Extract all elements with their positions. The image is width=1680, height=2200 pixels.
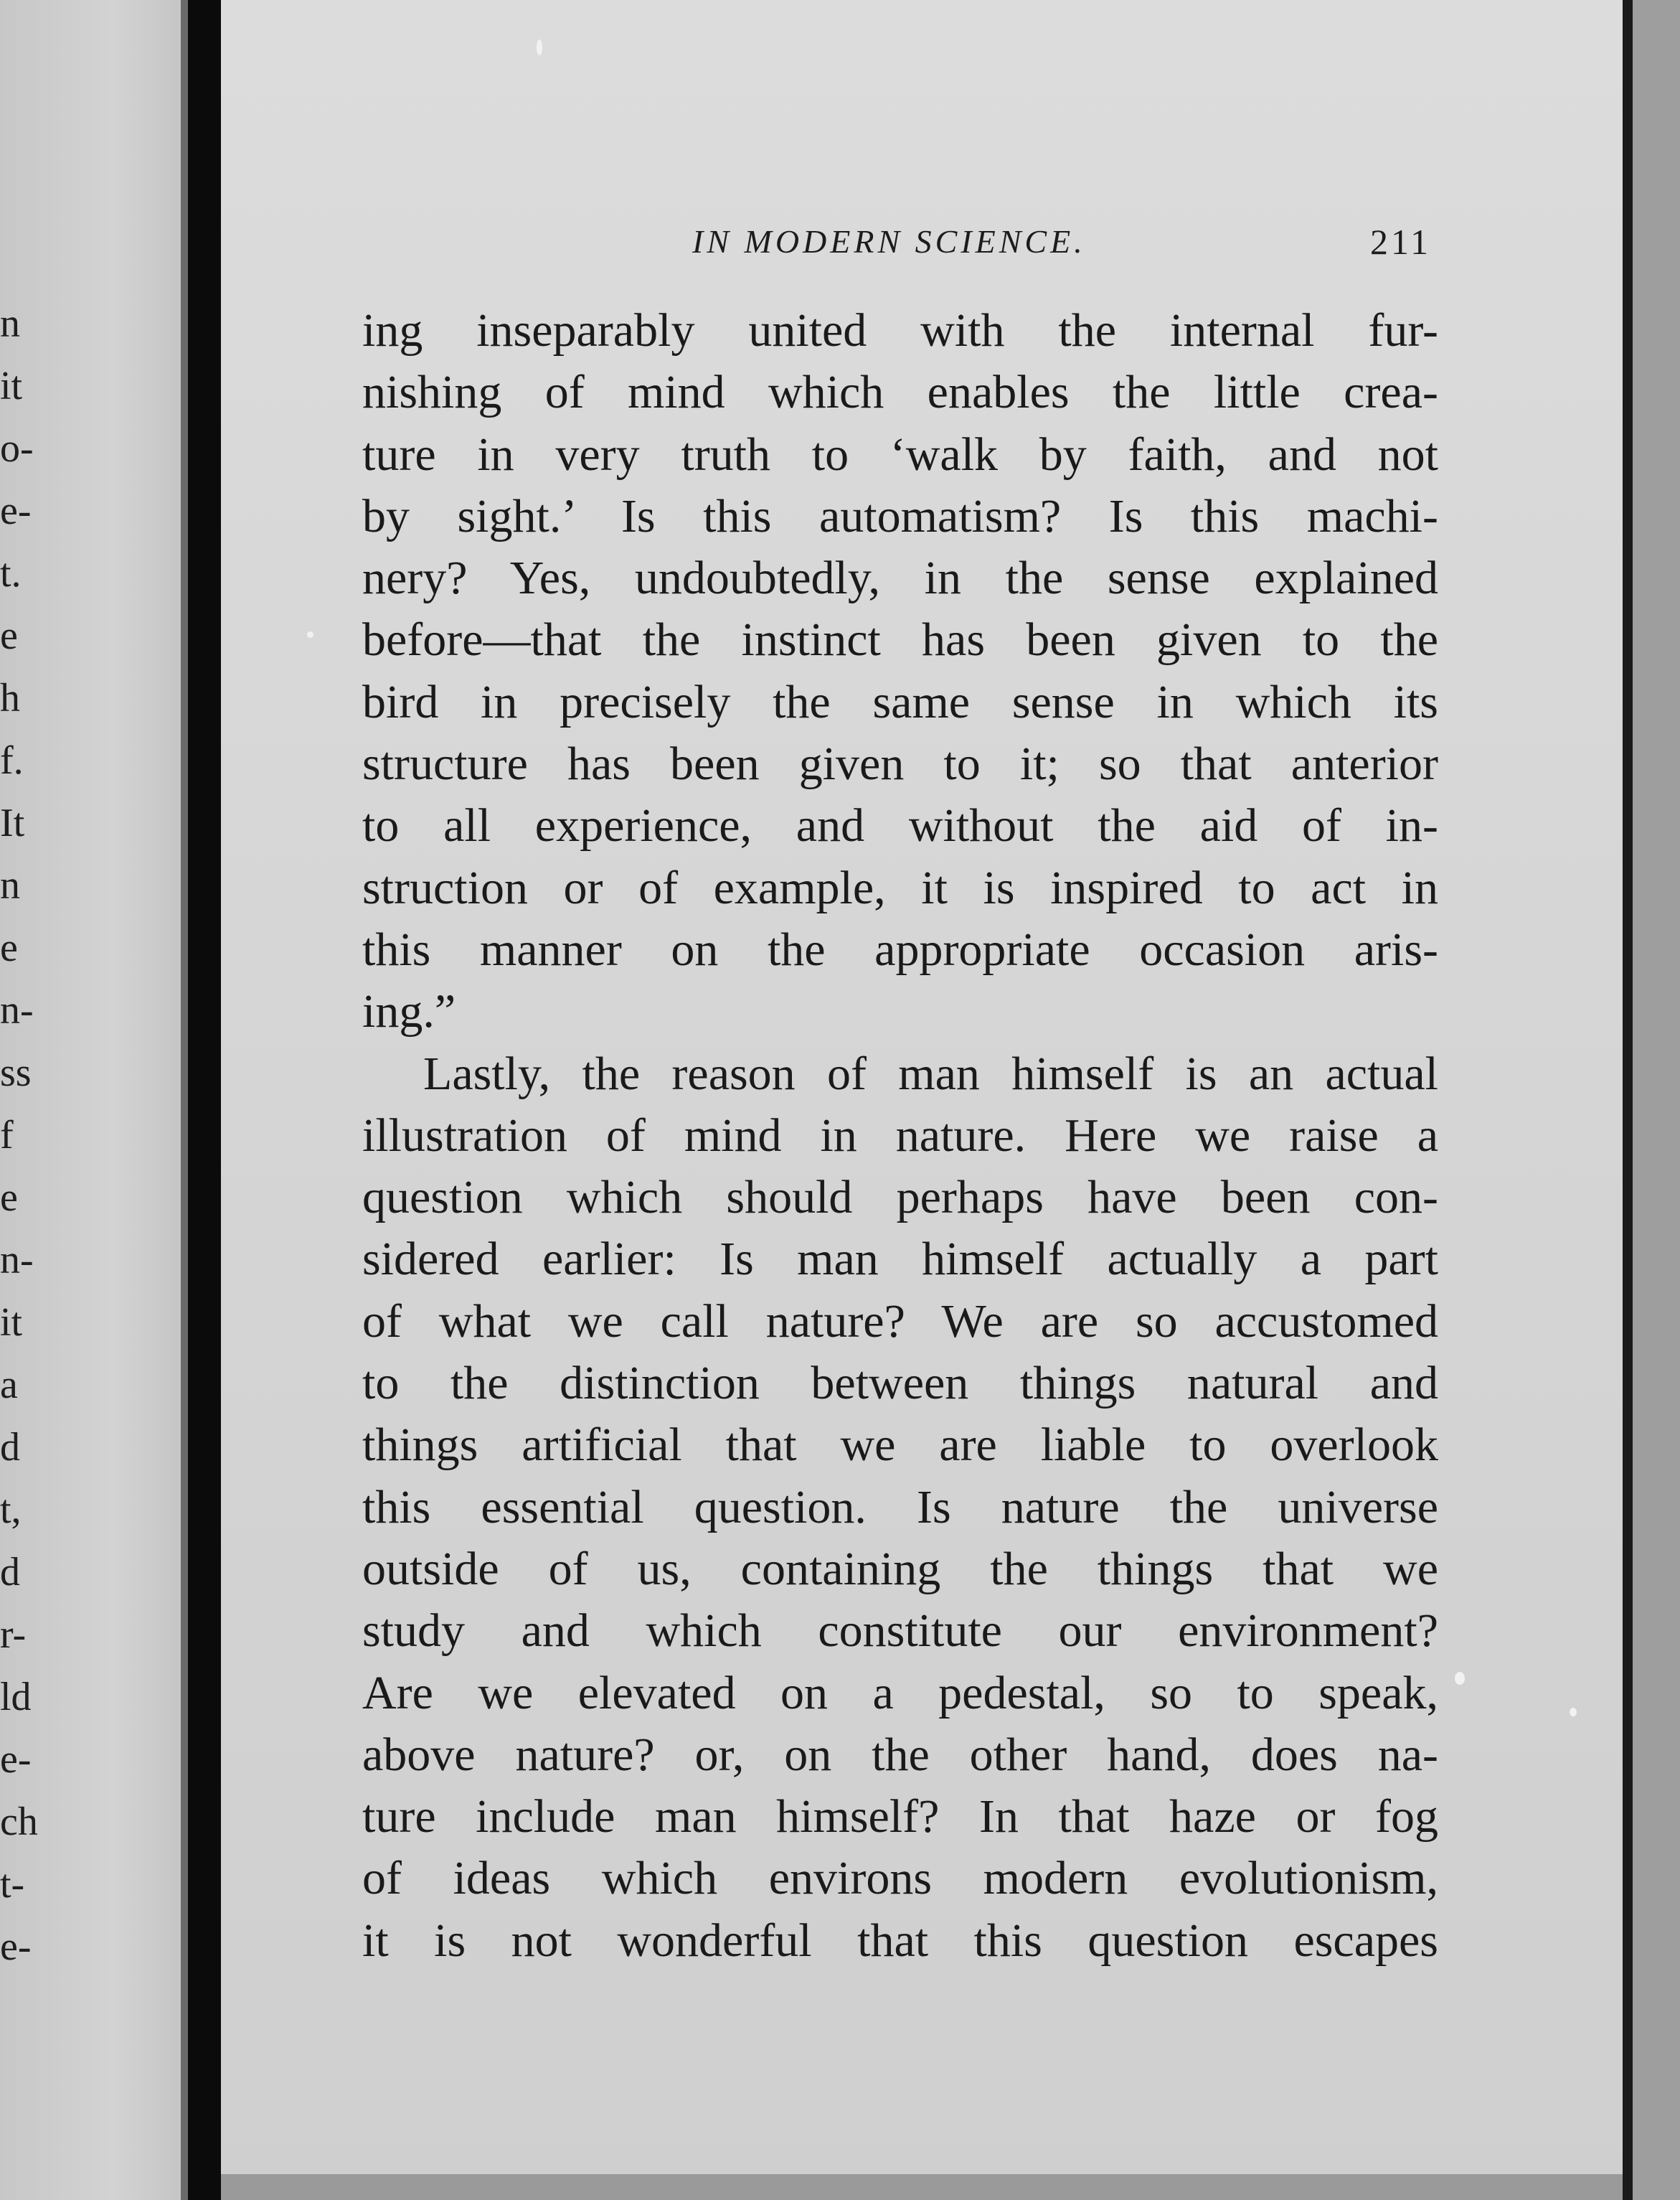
text-line: by sight.’ Is this automatism? Is this machi-: [362, 489, 1438, 542]
left-fragment: t,: [0, 1487, 22, 1532]
page-right-edge: [1623, 0, 1633, 2200]
scan-margin: [1633, 0, 1680, 2200]
left-fragment: o-: [0, 426, 34, 471]
left-fragment: d: [0, 1550, 20, 1594]
text-line: ture in very truth to ‘walk by faith, and not: [362, 428, 1438, 481]
left-fragment: e: [0, 1175, 18, 1220]
left-fragment: e-: [0, 489, 32, 533]
left-fragment: ss: [0, 1050, 32, 1095]
body-text: [362, 300, 1438, 1972]
left-fragment: n-: [0, 1238, 34, 1282]
page-number: 211: [1370, 222, 1432, 262]
text-line: structure has been given to it; so that anterior: [362, 738, 1438, 791]
text-line: of ideas which environs modern evolutionism,: [362, 1852, 1438, 1905]
text-line: struction or of example, it is inspired to act in: [362, 861, 1438, 914]
left-fragment: r-: [0, 1612, 27, 1657]
text-line: this essential question. Is nature the universe: [362, 1480, 1438, 1533]
text-line: to all experience, and without the aid of in-: [362, 799, 1438, 852]
left-fragment: t.: [0, 551, 22, 596]
left-fragment: e: [0, 926, 18, 970]
text-line: nishing of mind which enables the little crea-: [362, 366, 1438, 419]
left-fragment: it: [0, 1300, 23, 1345]
text-line: outside of us, containing the things that we: [362, 1542, 1438, 1595]
text-line: bird in precisely the same sense in which its: [362, 675, 1438, 728]
text-line: study and which constitute our environment?: [362, 1604, 1438, 1658]
text-line: things artificial that we are liable to overlook: [362, 1419, 1438, 1472]
left-fragment: it: [0, 364, 23, 408]
running-head: IN MODERN SCIENCE.: [692, 223, 1086, 260]
left-fragment: n: [0, 863, 20, 908]
text-line: this manner on the appropriate occasion aris-: [362, 923, 1438, 976]
left-fragment: f: [0, 1113, 14, 1157]
text-line: sidered earlier: Is man himself actually a part: [362, 1233, 1438, 1286]
left-fragment: e: [0, 614, 18, 658]
text-line: ing.”: [362, 985, 456, 1038]
left-fragment: ld: [0, 1675, 32, 1719]
text-line: ing inseparably united with the internal fur-: [362, 304, 1438, 357]
text-line: above nature? or, on the other hand, does na-: [362, 1728, 1438, 1781]
left-fragment: h: [0, 676, 20, 720]
text-line: to the distinction between things natural and: [362, 1357, 1438, 1410]
text-line: question which should perhaps have been con-: [362, 1171, 1438, 1224]
left-page-line-endings: [0, 293, 43, 1978]
book-gutter: [188, 0, 221, 2200]
left-fragment: n-: [0, 988, 34, 1033]
left-fragment: e-: [0, 1737, 32, 1782]
text-line: it is not wonderful that this question escapes: [362, 1914, 1438, 1967]
left-fragment: t-: [0, 1862, 25, 1907]
left-fragment: e-: [0, 1924, 32, 1969]
left-fragment: f.: [0, 738, 24, 783]
left-fragment: a: [0, 1363, 18, 1407]
left-page-fragment: [0, 0, 188, 2200]
text-line: Are we elevated on a pedestal, so to speak,: [362, 1666, 1438, 1719]
text-line: of what we call nature? We are so accustomed: [362, 1294, 1438, 1348]
left-fragment: ch: [0, 1800, 38, 1844]
page-bottom-edge: [221, 2174, 1623, 2200]
left-fragment: n: [0, 301, 20, 346]
left-fragment: It: [0, 801, 25, 845]
paragraph-start-line: Lastly, the reason of man himself is an actual: [423, 1047, 1438, 1100]
text-line: nery? Yes, undoubtedly, in the sense explained: [362, 552, 1438, 605]
text-line: before—that the instinct has been given to the: [362, 614, 1438, 667]
left-fragment: d: [0, 1425, 20, 1470]
text-line: illustration of mind in nature. Here we raise a: [362, 1109, 1438, 1162]
text-line: ture include man himself? In that haze or fog: [362, 1790, 1438, 1843]
